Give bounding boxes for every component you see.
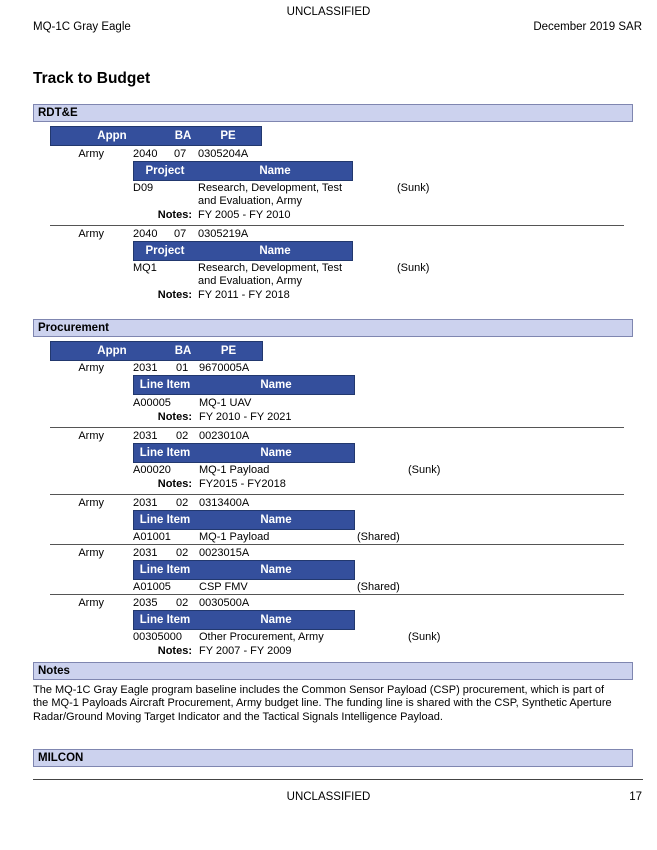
col-name: Name [260, 447, 292, 459]
col-project: Project [145, 245, 185, 257]
appn-value: Army [78, 597, 104, 609]
project-name: Research, Development, Test [198, 182, 343, 194]
notes-value: FY2015 - FY2018 [199, 478, 286, 490]
footer-classification: UNCLASSIFIED [286, 791, 371, 803]
line-item-code: 00305000 [133, 631, 182, 643]
col-project: Project [145, 165, 185, 177]
col-line-item: Line Item [139, 379, 191, 391]
ba-value: 02 [176, 547, 189, 559]
col-line-item: Line Item [139, 514, 191, 526]
line-item-name: MQ-1 UAV [199, 397, 252, 409]
page-number: 17 [629, 791, 642, 803]
notes-value: FY 2010 - FY 2021 [199, 411, 292, 423]
pe-value: 0023015A [199, 547, 250, 559]
procurement-section-bar: Procurement [33, 319, 633, 337]
ba-value: 02 [176, 597, 189, 609]
col-line-item: Line Item [139, 564, 191, 576]
pe-value: 0305219A [198, 228, 249, 240]
line-item-name: MQ-1 Payload [199, 464, 270, 476]
notes-section-bar: Notes [33, 662, 633, 680]
col-name: Name [260, 514, 292, 526]
appn-value: Army [78, 148, 104, 160]
notes-line: The MQ-1C Gray Eagle program baseline includes the Common Sensor Payload (CSP) procurement, which is part of [33, 684, 605, 696]
ba-value: 01 [176, 362, 189, 374]
notes-label: Notes: [157, 478, 192, 490]
line-item-code: A01001 [133, 531, 171, 543]
pe-value: 0305204A [198, 148, 249, 160]
ba-value: 07 [174, 148, 187, 160]
header-program-name: MQ-1C Gray Eagle [33, 21, 131, 33]
funding-status: (Sunk) [397, 182, 430, 194]
notes-value: FY 2011 - FY 2018 [198, 289, 290, 301]
funding-status: (Sunk) [408, 631, 441, 643]
row-divider [50, 494, 624, 495]
procurement-column-header [50, 341, 263, 361]
col-ba: BA [174, 345, 192, 357]
col-name: Name [260, 614, 292, 626]
pe-value: 9670005A [199, 362, 250, 374]
project-name-cont: and Evaluation, Army [198, 195, 302, 207]
line-item-header [133, 610, 355, 630]
appn-code: 2035 [133, 597, 158, 609]
project-name: Research, Development, Test [198, 262, 343, 274]
col-name: Name [259, 245, 291, 257]
notes-line: the MQ-1 Payloads Aircraft Procurement, Army budget line. The funding line is shared with the CSP, Synthetic Aperture [33, 697, 612, 710]
col-name: Name [260, 379, 292, 391]
col-line-item: Line Item [139, 614, 191, 626]
milcon-section-bar: MILCON [33, 749, 633, 767]
line-item-code: A00005 [133, 397, 171, 409]
funding-status: (Shared) [357, 531, 400, 543]
appn-code: 2031 [133, 430, 158, 442]
pe-value: 0313400A [199, 497, 250, 509]
notes-label: Notes: [157, 289, 192, 301]
row-divider [50, 544, 624, 545]
row-divider [50, 594, 624, 595]
funding-status: (Shared) [357, 581, 400, 593]
appn-code: 2031 [133, 497, 158, 509]
appn-value: Army [78, 430, 104, 442]
col-pe: PE [220, 345, 237, 357]
appn-value: Army [78, 228, 104, 240]
col-ba: BA [174, 130, 192, 142]
notes-line: Radar/Ground Moving Target Indicator and the Tactical Signals Intelligence Payload. [33, 710, 443, 723]
col-line-item: Line Item [139, 447, 191, 459]
notes-label: Notes: [157, 645, 192, 657]
line-item-name: CSP FMV [199, 581, 248, 593]
project-header [133, 161, 353, 181]
ba-value: 02 [176, 430, 189, 442]
ba-value: 07 [174, 228, 187, 240]
line-item-header [133, 375, 355, 395]
row-divider [50, 427, 624, 428]
line-item-header [133, 443, 355, 463]
row-divider [50, 225, 624, 226]
line-item-name: MQ-1 Payload [199, 531, 270, 543]
notes-label: Notes: [157, 209, 192, 221]
rdte-section-bar: RDT&E [33, 104, 633, 122]
header-report-date: December 2019 SAR [533, 21, 642, 33]
page-title: Track to Budget [33, 70, 151, 87]
appn-value: Army [78, 547, 104, 559]
col-appn: Appn [97, 130, 127, 142]
appn-value: Army [78, 362, 104, 374]
project-code: D09 [133, 182, 154, 194]
notes-label: Notes: [157, 411, 192, 423]
rdte-column-header [50, 126, 262, 146]
line-item-header [133, 510, 355, 530]
project-header [133, 241, 353, 261]
footer-rule [33, 779, 643, 780]
col-pe: PE [220, 130, 236, 142]
appn-code: 2040 [133, 228, 158, 240]
notes-value: FY 2007 - FY 2009 [199, 645, 292, 657]
appn-value: Army [78, 497, 104, 509]
project-name-cont: and Evaluation, Army [198, 275, 302, 287]
funding-status: (Sunk) [408, 464, 441, 476]
line-item-name: Other Procurement, Army [199, 631, 324, 643]
appn-code: 2031 [133, 362, 158, 374]
line-item-code: A01005 [133, 581, 171, 593]
appn-code: 2031 [133, 547, 158, 559]
appn-code: 2040 [133, 148, 158, 160]
funding-status: (Sunk) [397, 262, 430, 274]
header-classification: UNCLASSIFIED [286, 6, 371, 18]
line-item-header [133, 560, 355, 580]
project-code: MQ1 [133, 262, 157, 274]
notes-value: FY 2005 - FY 2010 [198, 209, 291, 221]
ba-value: 02 [176, 497, 189, 509]
pe-value: 0030500A [199, 597, 250, 609]
col-name: Name [260, 564, 292, 576]
pe-value: 0023010A [199, 430, 250, 442]
notes-paragraph [33, 684, 633, 724]
line-item-code: A00020 [133, 464, 171, 476]
col-appn: Appn [97, 345, 127, 357]
col-name: Name [259, 165, 291, 177]
